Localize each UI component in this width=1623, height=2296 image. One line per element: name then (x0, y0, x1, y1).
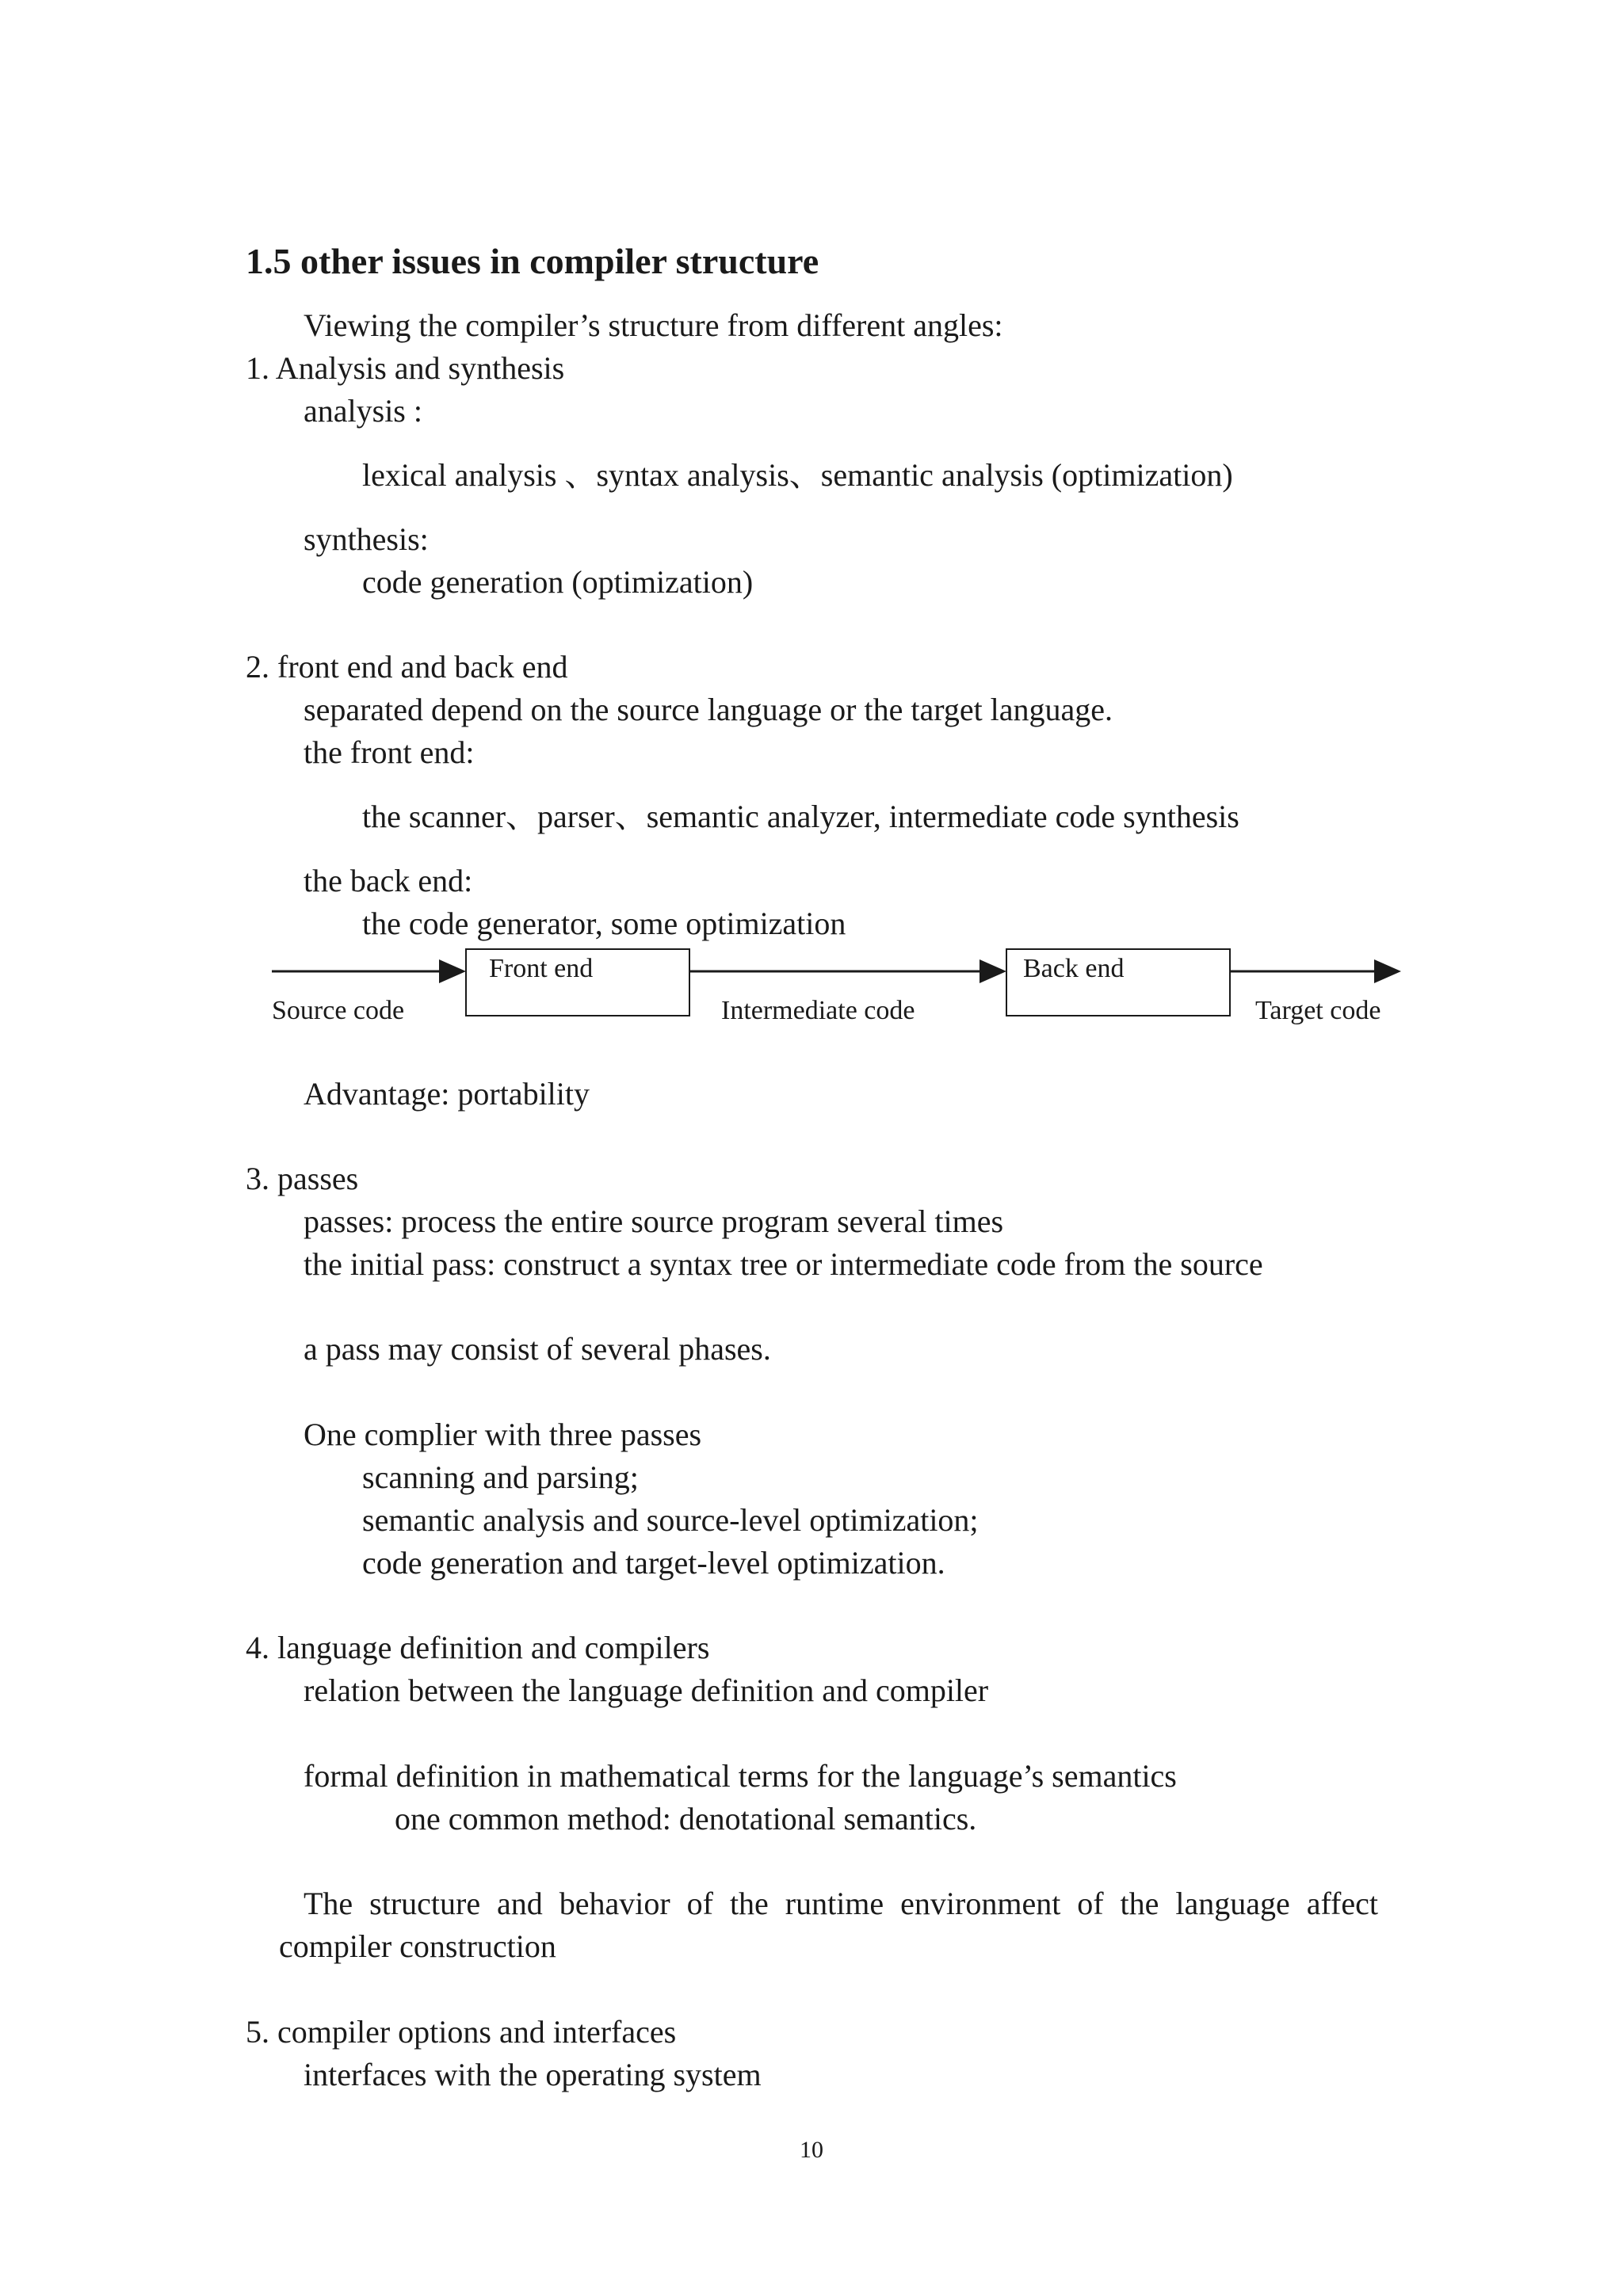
target-arrowhead (1374, 959, 1401, 983)
passes-sub-2: semantic analysis and source-level optimization; (362, 1502, 979, 1538)
back-end-box (1006, 949, 1230, 1016)
item-5-heading: 5. compiler options and interfaces (246, 2014, 677, 2050)
analysis-label: analysis : (304, 393, 422, 429)
passes-sub-3: code generation and target-level optimization. (362, 1545, 945, 1581)
language-line-4a: The structure and behavior of the runtime environment of the language affect (304, 1886, 1378, 1921)
passes-line-1: passes: process the entire source program several times (304, 1203, 1004, 1239)
language-line-4b: compiler construction (279, 1928, 556, 1964)
synthesis-label: synthesis: (304, 521, 429, 557)
passes-line-2: the initial pass: construct a syntax tree or intermediate code from the source (304, 1246, 1263, 1282)
back-end-box-label: Back end (1023, 954, 1125, 983)
item-1-heading: 1. Analysis and synthesis (246, 350, 565, 386)
analysis-text: lexical analysis 、syntax analysis、semantic analysis (optimization) (362, 457, 1233, 493)
front-end-box-label: Front end (489, 954, 594, 983)
source-arrowhead (439, 959, 466, 983)
item-4-heading: 4. language definition and compilers (246, 1630, 710, 1665)
passes-line-3: a pass may consist of several phases. (304, 1331, 771, 1367)
intermediate-arrowhead (980, 959, 1006, 983)
back-end-label: the back end: (304, 863, 473, 898)
front-end-label: the front end: (304, 734, 475, 770)
item-3-heading: 3. passes (246, 1161, 359, 1196)
section-title: 1.5 other issues in compiler structure (246, 241, 819, 281)
front-end-box (466, 949, 689, 1016)
source-code-label: Source code (272, 996, 405, 1025)
options-line-1: interfaces with the operating system (304, 2057, 762, 2092)
passes-sub-1: scanning and parsing; (362, 1459, 639, 1495)
synthesis-text: code generation (optimization) (362, 564, 754, 600)
intermediate-code-label: Intermediate code (721, 996, 915, 1025)
language-line-2: formal definition in mathematical terms for the language’s semantics (304, 1758, 1177, 1794)
advantage-text: Advantage: portability (304, 1076, 590, 1112)
target-code-label: Target code (1255, 996, 1381, 1025)
language-line-1: relation between the language definition and compiler (304, 1672, 989, 1708)
back-end-text: the code generator, some optimization (362, 906, 846, 941)
page-number: 10 (800, 2137, 823, 2163)
passes-line-4: One complier with three passes (304, 1417, 702, 1452)
front-end-text: the scanner、parser、semantic analyzer, intermediate code synthesis (362, 799, 1239, 834)
intro-text: Viewing the compiler’s structure from different angles: (304, 307, 1003, 343)
language-line-3: one common method: denotational semantics. (395, 1801, 977, 1836)
item-2-heading: 2. front end and back end (246, 649, 568, 685)
front-back-desc: separated depend on the source language or the target language. (304, 692, 1113, 727)
